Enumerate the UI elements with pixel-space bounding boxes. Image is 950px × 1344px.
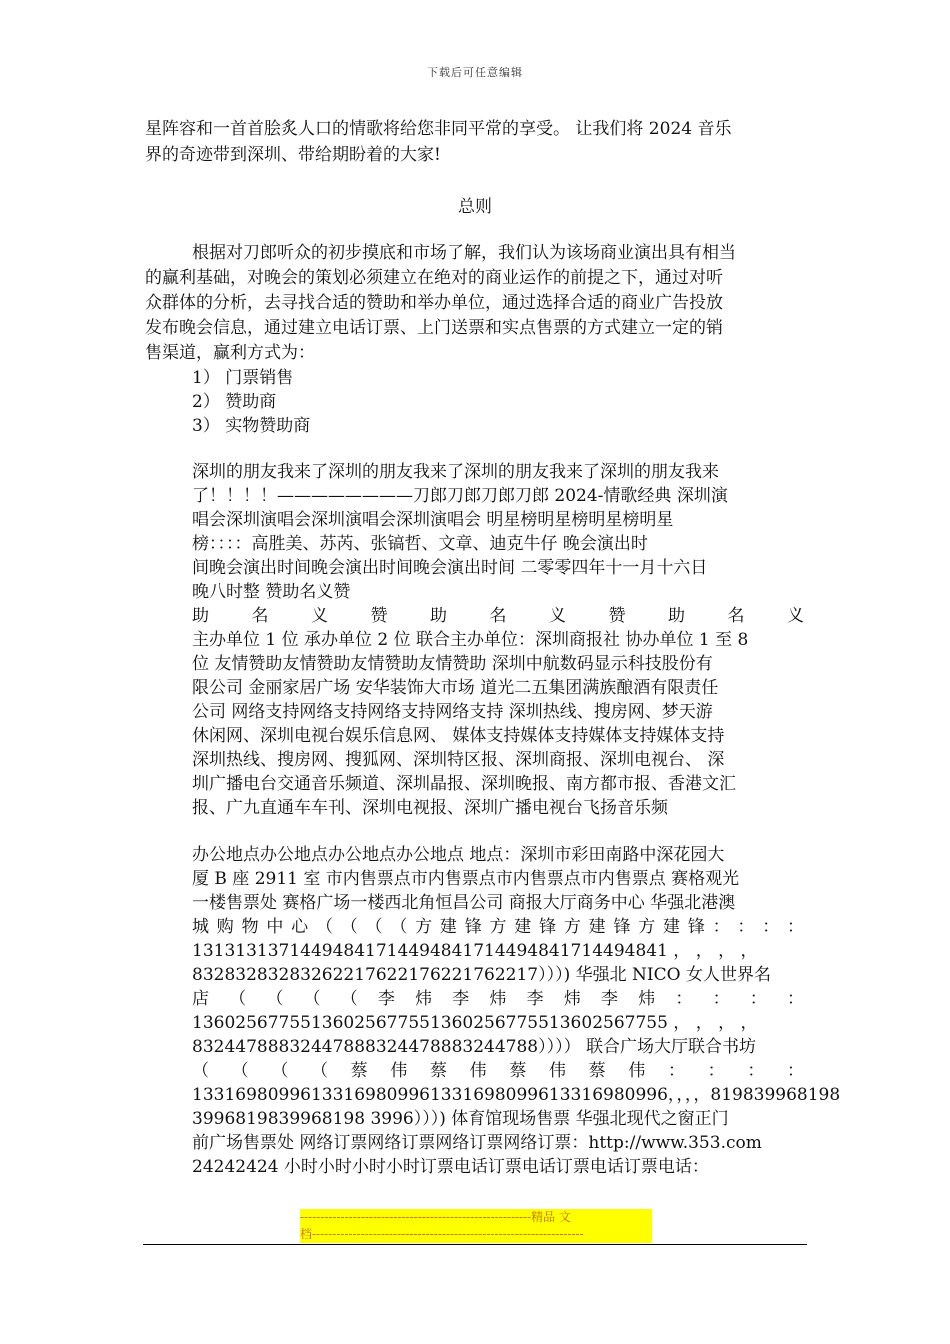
sponsor-line: 了！！！！————————刀郎刀郎刀郎刀郎 2024-情歌经典 深圳演 — [192, 486, 728, 506]
ticket-line: 店 （ （ （ （ 李 炜 李 炜 李 炜 李 炜 ： ： ： ： — [192, 989, 804, 1009]
sponsor-line: 圳广播电台交通音乐频道、深圳晶报、深圳晚报、南方都市报、香港文汇 — [192, 774, 736, 794]
sponsor-line: 报、广九直通车车刊、深圳电视报、深圳广播电视台飞扬音乐频 — [192, 798, 668, 818]
sponsor-line: 榜：：：：高胜美、苏芮、张镐哲、文章、迪克牛仔 晚会演出时 — [192, 534, 648, 554]
list-item: 3） 实物赞助商 — [192, 416, 311, 436]
intro-line: 星阵容和一首首脍炙人口的情歌将给您非同平常的享受。 让我们将 2024 音乐 — [145, 119, 732, 139]
sponsor-line: 晚八时整 赞助名义赞 — [192, 582, 351, 602]
page-header: 下载后可任意编辑 — [427, 66, 523, 79]
ticket-line: 3996819839968198 3996）））) 体育馆现场售票 华强北现代之窗正门 — [192, 1109, 729, 1129]
ticket-line: 13602567755136025677551360256775513602567755 ， ， ， ， — [192, 1013, 758, 1033]
list-item: 1） 门票销售 — [192, 368, 294, 388]
sponsor-line: 唱会深圳演唱会深圳演唱会深圳演唱会 明星榜明星榜明星榜明星 — [192, 510, 674, 530]
list-item: 2） 赞助商 — [192, 392, 277, 412]
general-line: 发布晚会信息，通过建立电话订票、上门送票和实点售票的方式建立一定的销 — [145, 318, 723, 338]
ticket-line: （ （ （ （ 蔡 伟 蔡 伟 蔡 伟 蔡 伟 ： ： ： ： — [192, 1061, 804, 1081]
footer-watermark-line2: 档------------------------------------------------------------------- — [300, 1226, 652, 1243]
sponsor-line: 间晚会演出时间晚会演出时间晚会演出时间 二零零四年十一月十六日 — [192, 558, 708, 578]
sponsor-line: 助 名 义 赞 助 名 义 赞 助 名 义 — [192, 606, 804, 626]
sponsor-line: 休闲网、深圳电视台娱乐信息网、 媒体支持媒体支持媒体支持媒体支持 — [192, 726, 725, 746]
footer-rule — [143, 1244, 807, 1245]
sponsor-line: 位 友情赞助友情赞助友情赞助友情赞助 深圳中航数码显示科技股份有 — [192, 654, 713, 674]
general-line: 根据对刀郎听众的初步摸底和市场了解，我们认为该场商业演出具有相当 — [192, 243, 736, 263]
sponsor-line: 深圳热线、搜房网、搜狐网、深圳特区报、深圳商报、深圳电视台、 深 — [192, 750, 725, 770]
ticket-line: 厦 B 座 2911 室 市内售票点市内售票点市内售票点市内售票点 赛格观光 — [192, 869, 740, 889]
ticket-line: 13316980996133169809961331698099613316980996，，，，819839968198 — [192, 1085, 841, 1105]
ticket-line: 83244788832447888324478883244788）））） 联合广场大厅联合书坊 — [192, 1037, 757, 1057]
sponsor-line: 深圳的朋友我来了深圳的朋友我来了深圳的朋友我来了深圳的朋友我来 — [192, 462, 719, 482]
sponsor-line: 公司 网络支持网络支持网络支持网络支持 深圳热线、搜房网、梦天游 — [192, 702, 713, 722]
ticket-line: 24242424 小时小时小时小时订票电话订票电话订票电话订票电话： — [192, 1157, 709, 1177]
ticket-line: 办公地点办公地点办公地点办公地点 地点：深圳市彩田南路中深花园大 — [192, 845, 725, 865]
ticket-line: 13131313714494841714494841714494841714494841 ， ， ， ， — [192, 941, 758, 961]
ticket-line: 城 购 物 中 心 （ （ （ （ 方 建 锋 方 建 锋 方 建 锋 方 建 锋 ： ： ： ： — [192, 917, 804, 937]
section-title: 总则 — [458, 197, 492, 217]
ticket-line: 一楼售票处 赛格广场一楼西北角恒昌公司 商报大厅商务中心 华强北港澳 — [192, 893, 736, 913]
sponsor-line: 限公司 金丽家居广场 安华装饰大市场 道光二五集团满族酿酒有限责任 — [192, 678, 719, 698]
footer-watermark-line1: ---------------------------------------------------------精品 文 — [300, 1209, 652, 1226]
general-line: 售渠道，赢利方式为： — [145, 343, 315, 363]
ticket-line: 83283283283262217622176221762217）））) 华强北 NICO 女人世界名 — [192, 965, 771, 985]
sponsor-line: 主办单位 1 位 承办单位 2 位 联合主办单位：深圳商报社 协办单位 1 至 8 — [192, 630, 749, 650]
intro-line: 界的奇迹带到深圳、带给期盼着的大家! — [145, 145, 441, 165]
general-line: 的赢利基础，对晚会的策划必须建立在绝对的商业运作的前提之下，通过对听 — [145, 268, 723, 288]
ticket-line: 前广场售票处 网络订票网络订票网络订票网络订票：http://www.353.com — [192, 1133, 762, 1153]
general-line: 众群体的分析，去寻找合适的赞助和举办单位，通过选择合适的商业广告投放 — [145, 293, 723, 313]
